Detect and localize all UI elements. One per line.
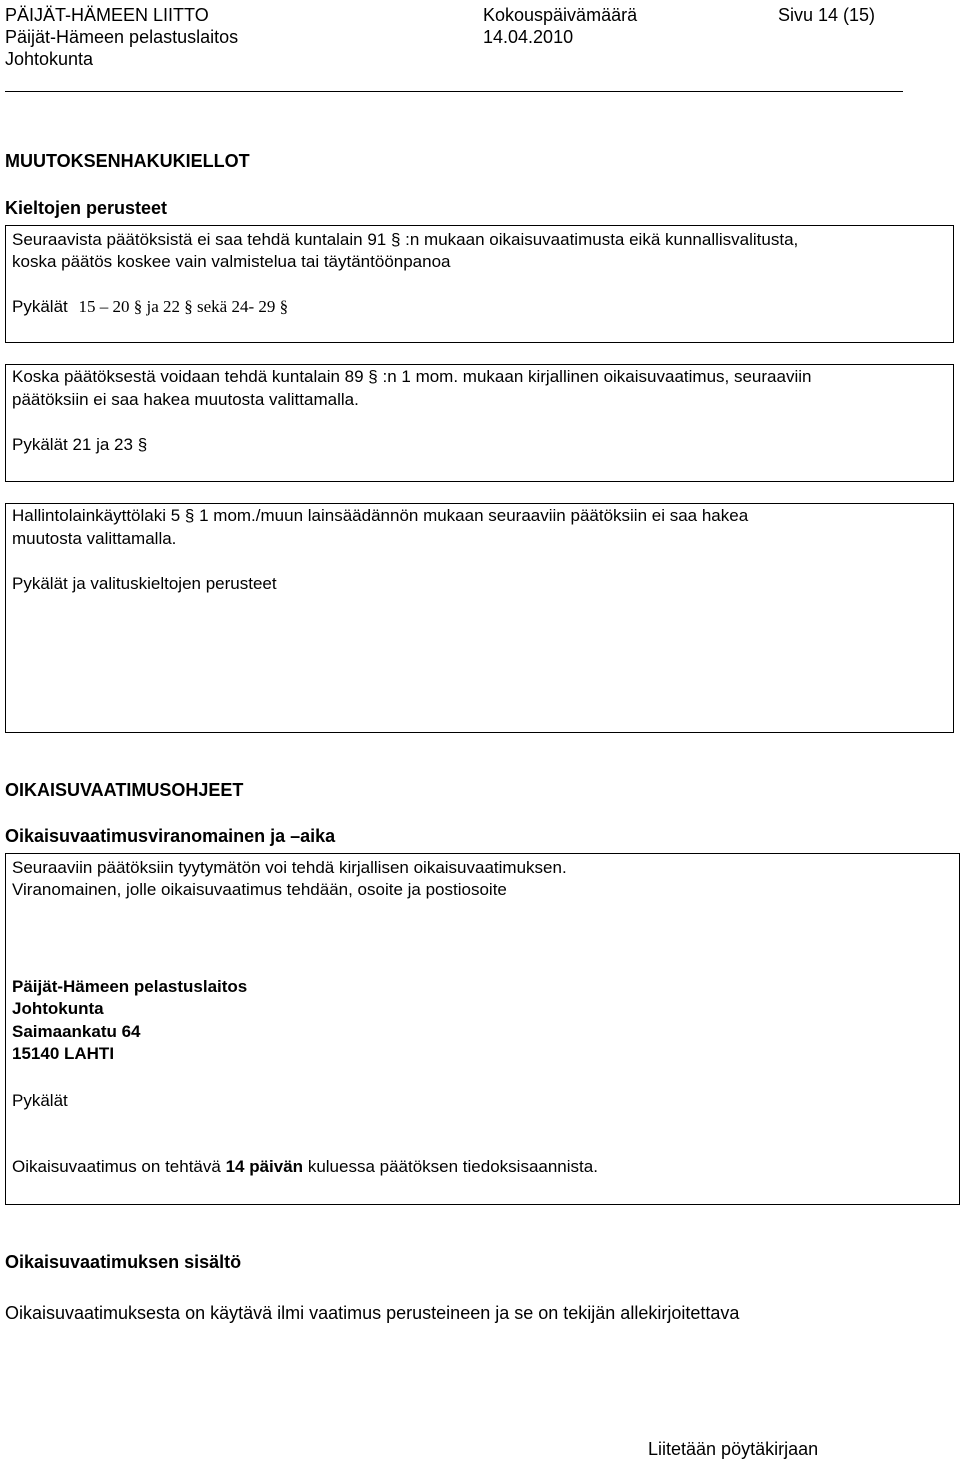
header-date-label: Kokouspäivämäärä xyxy=(483,5,638,25)
restriction-box-2-line2: päätöksiin ei saa hakea muutosta valittamalla. xyxy=(12,390,359,409)
address-unit: Johtokunta xyxy=(12,999,104,1018)
restriction-box-3-line2: muutosta valittamalla. xyxy=(12,529,177,548)
instruction-line2: Viranomainen, jolle oikaisuvaatimus tehdään, osoite ja postiosoite xyxy=(12,880,507,899)
restriction-box-1-line1: Seuraavista päätöksistä ei saa tehdä kuntalain 91 § :n mukaan oikaisuvaatimusta eikä kunnallisvalitusta, xyxy=(12,230,799,249)
pykalat-label: Pykälät xyxy=(12,297,68,316)
header-rule xyxy=(5,91,903,92)
address-street: Saimaankatu 64 xyxy=(12,1022,141,1041)
section-title-muutoksenhakukiellot: MUUTOKSENHAKUKIELLOT xyxy=(5,151,250,171)
deadline-text xyxy=(12,1156,598,1178)
instruction-pykalat: Pykälät xyxy=(12,1091,68,1110)
deadline-post: kuluessa päätöksen tiedoksisaannista. xyxy=(307,1157,598,1176)
section-title-sisalto: Oikaisuvaatimuksen sisältö xyxy=(5,1252,242,1272)
deadline-pre: Oikaisuvaatimus on tehtävä xyxy=(12,1157,221,1176)
restriction-box-1-line2: koska päätös koskee vain valmistelua tai täytäntöönpanoa xyxy=(12,252,451,271)
address-postal: 15140 LAHTI xyxy=(12,1044,115,1063)
header-sub-org: Päijät-Hämeen pelastuslaitos xyxy=(5,27,239,47)
restriction-box-3-pykalat: Pykälät ja valituskieltojen perusteet xyxy=(12,574,277,593)
instruction-box xyxy=(5,853,960,1205)
pykalat-value: 15 – 20 § ja 22 § sekä 24- 29 § xyxy=(78,297,289,316)
section-subtitle-kieltojen-perusteet: Kieltojen perusteet xyxy=(5,198,168,218)
header-page-number: Sivu 14 (15) xyxy=(778,5,876,25)
section-title-oikaisuvaatimusohjeet: OIKAISUVAATIMUSOHJEET xyxy=(5,780,244,800)
restriction-box-2-line1: Koska päätöksestä voidaan tehdä kuntalain 89 § :n 1 mom. mukaan kirjallinen oikaisuvaatimus, seuraaviin xyxy=(12,367,812,386)
header-date: 14.04.2010 xyxy=(483,27,574,47)
header-org: PÄIJÄT-HÄMEEN LIITTO xyxy=(5,5,209,25)
instruction-line1: Seuraaviin päätöksiin tyytymätön voi tehdä kirjallisen oikaisuvaatimuksen. xyxy=(12,858,567,877)
content-requirement-text: Oikaisuvaatimuksesta on käytävä ilmi vaatimus perusteineen ja se on tekijän allekirjoitettava xyxy=(5,1303,740,1323)
section-subtitle-viranomainen: Oikaisuvaatimusviranomainen ja –aika xyxy=(5,826,336,846)
header-body: Johtokunta xyxy=(5,49,94,69)
restriction-box-2-pykalat: Pykälät 21 ja 23 § xyxy=(12,435,148,454)
restriction-box-3-line1: Hallintolainkäyttölaki 5 § 1 mom./muun lainsäädännön mukaan seuraaviin päätöksiin ei saa hakea xyxy=(12,506,749,525)
address-name: Päijät-Hämeen pelastuslaitos xyxy=(12,977,248,996)
footer-note: Liitetään pöytäkirjaan xyxy=(648,1439,819,1459)
restriction-box-1-pykalat xyxy=(12,296,288,318)
deadline-days: 14 päivän xyxy=(225,1157,304,1176)
